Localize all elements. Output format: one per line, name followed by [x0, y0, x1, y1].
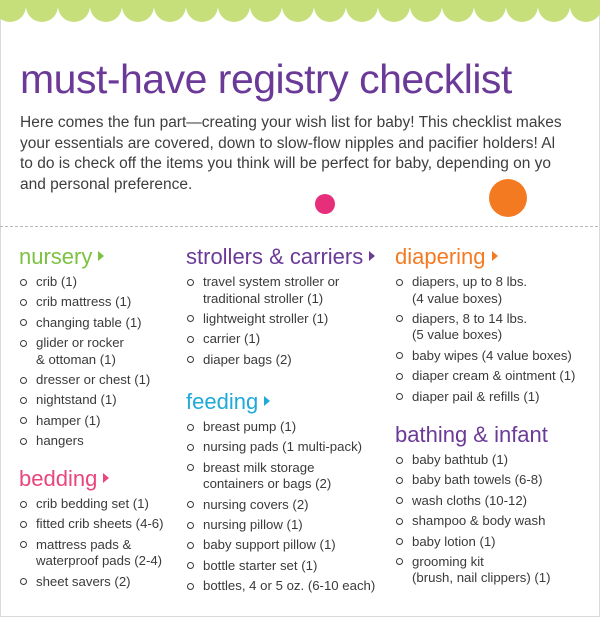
checkbox-circle-icon	[396, 352, 403, 359]
triangle-arrow-icon	[369, 251, 375, 261]
checkbox-circle-icon	[187, 583, 194, 590]
triangle-arrow-icon	[492, 251, 498, 261]
checklist-item	[186, 497, 375, 514]
section-title	[186, 244, 375, 270]
checkbox-circle-icon	[187, 336, 194, 343]
checkbox-circle-icon	[396, 558, 403, 565]
checklist-item-text: carrier (1)	[203, 331, 261, 347]
checklist-item	[186, 419, 375, 436]
checklist-item	[395, 389, 575, 406]
checkbox-circle-icon	[396, 538, 403, 545]
checkbox-circle-icon	[396, 518, 403, 525]
section-title-text: bedding	[19, 466, 98, 491]
checklist-item	[395, 368, 575, 385]
checklist-item-text: & ottoman (1)	[36, 351, 116, 367]
checklist-item-continuation	[395, 327, 575, 344]
checklist	[19, 274, 150, 450]
checklist-item	[395, 554, 551, 571]
checklist-item-text: nightstand (1)	[36, 392, 117, 408]
checklist-item	[186, 460, 375, 477]
checklist-item-text: baby lotion (1)	[412, 533, 496, 549]
checklist-item-text: dresser or chest (1)	[36, 372, 151, 388]
checklist-item	[19, 315, 150, 332]
checklist-item	[186, 311, 375, 328]
checklist-item	[19, 574, 164, 591]
checkbox-circle-icon	[20, 279, 27, 286]
checklist	[186, 419, 375, 595]
checklist-item	[19, 335, 150, 352]
checklist-item	[19, 274, 150, 291]
section-bathing-infant	[395, 422, 551, 591]
checklist-item	[19, 294, 150, 311]
checkbox-circle-icon	[20, 521, 27, 528]
checklist-item	[395, 348, 575, 365]
checklist	[395, 452, 551, 587]
checklist-item-continuation	[19, 553, 164, 570]
checklist-item-continuation	[186, 291, 375, 308]
checkbox-circle-icon	[20, 319, 27, 326]
checkbox-circle-icon	[187, 464, 194, 471]
section-title-text: feeding	[186, 389, 259, 414]
checklist-item-text: traditional stroller (1)	[203, 290, 324, 306]
checkbox-circle-icon	[20, 438, 27, 445]
checklist-item	[395, 472, 551, 489]
checklist	[186, 274, 375, 368]
checklist-item-text: wash cloths (10-12)	[412, 492, 528, 508]
checklist-item-text: baby wipes (4 value boxes)	[412, 347, 572, 363]
checklist-item	[186, 439, 375, 456]
intro-line: to do is check off the items you think will be perfect for baby, depending on yo	[20, 155, 552, 172]
checkbox-circle-icon	[20, 501, 27, 508]
checklist-item-text: diaper pail & refills (1)	[412, 388, 540, 404]
checklist-item	[19, 496, 164, 513]
checklist-item-text: breast pump (1)	[203, 419, 297, 434]
checklist-item	[186, 578, 375, 595]
checklist-item	[19, 516, 164, 533]
checkbox-circle-icon	[187, 542, 194, 549]
section-title	[19, 466, 164, 492]
triangle-arrow-icon	[264, 396, 270, 406]
intro-line: your essentials are covered, down to slow-flow nipples and pacifier holders! Al	[20, 134, 556, 152]
checklist-item-text: lightweight stroller (1)	[203, 310, 329, 326]
section-diapering	[395, 244, 575, 409]
checklist-item-text: hamper (1)	[36, 412, 101, 428]
checklist-item-text: travel system stroller or	[203, 274, 340, 289]
checkbox-circle-icon	[396, 497, 403, 504]
section-title	[395, 244, 575, 270]
checklist	[19, 496, 164, 590]
checklist-item-text: mattress pads &	[36, 536, 132, 552]
checklist-item-text: diaper bags (2)	[203, 351, 292, 367]
checklist-item	[19, 372, 150, 389]
section-title-text: diapering	[395, 244, 486, 269]
checklist-item-text: bottle starter set (1)	[203, 557, 318, 573]
checkbox-circle-icon	[20, 578, 27, 585]
checklist-item	[186, 352, 375, 369]
triangle-arrow-icon	[103, 473, 109, 483]
section-title-text: strollers & carriers	[186, 244, 364, 269]
checklist-item-text: crib bedding set (1)	[36, 496, 149, 511]
checklist-item-continuation	[395, 291, 575, 308]
checklist-item-continuation	[395, 570, 551, 587]
checklist-item-text: nursing pads (1 multi-pack)	[203, 439, 363, 455]
section-title-text: bathing & infant	[395, 422, 548, 447]
checkbox-circle-icon	[187, 501, 194, 508]
intro-line: Here comes the fun part—creating your wish list for baby! This checklist makes	[20, 114, 562, 131]
checklist-item-text: nursing covers (2)	[203, 496, 309, 512]
checkbox-circle-icon	[187, 356, 194, 363]
section-bedding	[19, 466, 164, 594]
checklist-item	[19, 392, 150, 409]
checklist-item-text: bottles, 4 or 5 oz. (6-10 each)	[203, 578, 376, 594]
checkbox-circle-icon	[187, 444, 194, 451]
checklist-item-text: containers or bags (2)	[203, 476, 332, 492]
checklist-item-text: sheet savers (2)	[36, 573, 131, 589]
checklist-item-text: diaper cream & ointment (1)	[412, 368, 576, 384]
dashed-divider	[0, 226, 598, 227]
checkbox-circle-icon	[187, 315, 194, 322]
checkbox-circle-icon	[187, 522, 194, 529]
checklist-item	[186, 274, 375, 291]
checklist-item-text: baby support pillow (1)	[203, 537, 336, 553]
checklist-item-text: (4 value boxes)	[412, 290, 503, 306]
checklist-item-text: baby bath towels (6-8)	[412, 472, 543, 488]
checkbox-circle-icon	[187, 562, 194, 569]
section-feeding	[186, 389, 375, 599]
checklist-item-text: baby bathtub (1)	[412, 452, 509, 467]
checklist-item	[19, 433, 150, 450]
checklist-item	[19, 413, 150, 430]
section-title	[395, 422, 551, 448]
checkbox-circle-icon	[396, 393, 403, 400]
checkbox-circle-icon	[20, 377, 27, 384]
checklist-item-text: (brush, nail clippers) (1)	[412, 570, 551, 586]
checklist-item-text: grooming kit	[412, 553, 484, 569]
checklist-item-text: diapers, up to 8 lbs.	[412, 274, 528, 289]
checklist-item-continuation	[19, 352, 150, 369]
checklist-item-text: diapers, 8 to 14 lbs.	[412, 310, 528, 326]
checkbox-circle-icon	[20, 340, 27, 347]
checklist-item-text: fitted crib sheets (4-6)	[36, 516, 164, 532]
checkbox-circle-icon	[20, 299, 27, 306]
checklist-item-text: nursing pillow (1)	[203, 517, 303, 533]
checklist-item-text: (5 value boxes)	[412, 327, 503, 343]
checklist-item-continuation	[186, 476, 375, 493]
checkbox-circle-icon	[187, 279, 194, 286]
intro-line: and personal preference.	[20, 175, 193, 193]
checklist-item	[395, 274, 575, 291]
section-title	[19, 244, 150, 270]
triangle-arrow-icon	[98, 251, 104, 261]
checklist-item	[395, 452, 551, 469]
section-title	[186, 389, 375, 415]
checklist-item-text: crib mattress (1)	[36, 294, 132, 310]
checklist-item	[395, 513, 551, 530]
checkbox-circle-icon	[396, 457, 403, 464]
checkbox-circle-icon	[396, 477, 403, 484]
checklist-item-text: waterproof pads (2-4)	[36, 553, 163, 569]
checklist-item	[19, 537, 164, 554]
checklist-item	[395, 311, 575, 328]
checklist-item	[186, 517, 375, 534]
checklist-item	[395, 534, 551, 551]
checklist-item-text: glider or rocker	[36, 335, 124, 351]
section-strollers-carriers	[186, 244, 375, 372]
section-title-text: nursery	[19, 244, 93, 269]
checklist	[395, 274, 575, 405]
checkbox-circle-icon	[396, 279, 403, 286]
checkbox-circle-icon	[20, 417, 27, 424]
section-nursery	[19, 244, 150, 454]
checkbox-circle-icon	[396, 315, 403, 322]
pink-dot-decoration	[315, 194, 335, 214]
checklist-item	[395, 493, 551, 510]
orange-dot-decoration	[489, 179, 527, 217]
checkbox-circle-icon	[187, 424, 194, 431]
checkbox-circle-icon	[20, 397, 27, 404]
page-title: must-have registry checklist	[20, 56, 512, 102]
checklist-item	[186, 558, 375, 575]
checklist-item-text: crib (1)	[36, 274, 78, 289]
checklist-item-text: breast milk storage	[203, 459, 315, 475]
checkbox-circle-icon	[20, 541, 27, 548]
checklist-item	[186, 331, 375, 348]
checklist-item-text: hangers	[36, 433, 84, 449]
checkbox-circle-icon	[396, 373, 403, 380]
checklist-item-text: changing table (1)	[36, 314, 142, 330]
checklist-item	[186, 537, 375, 554]
checklist-item-text: shampoo & body wash	[412, 513, 546, 529]
